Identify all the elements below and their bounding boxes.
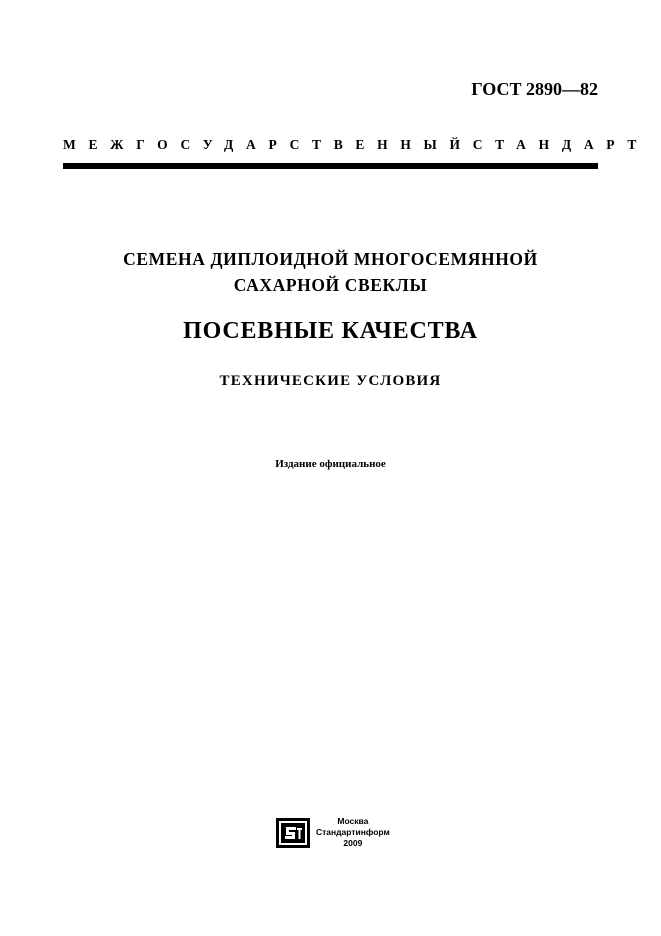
document-number: ГОСТ 2890—82	[471, 79, 598, 99]
document-title	[0, 246, 661, 298]
publisher-block	[276, 816, 390, 849]
publisher-city: Москва	[337, 816, 369, 826]
standard-type-right: СТАНДАРТ	[472, 137, 650, 152]
standartinform-logo-icon	[276, 818, 310, 848]
title-line-1: СЕМЕНА ДИПЛОИДНОЙ МНОГОСЕМЯННОЙ	[123, 249, 538, 269]
header-divider	[63, 163, 598, 169]
standard-type-banner	[63, 137, 650, 153]
document-subject: ПОСЕВНЫЕ КАЧЕСТВА	[183, 318, 478, 344]
standard-type-left: МЕЖГОСУДАРСТВЕННЫЙ	[63, 137, 473, 152]
edition-note: Издание официальное	[275, 458, 386, 470]
publisher-year: 2009	[343, 838, 363, 848]
title-line-2: САХАРНОЙ СВЕКЛЫ	[233, 275, 428, 295]
publisher-name: Стандартинформ	[316, 827, 390, 837]
document-subtitle: ТЕХНИЧЕСКИЕ УСЛОВИЯ	[219, 373, 442, 389]
publisher-text	[316, 816, 390, 849]
